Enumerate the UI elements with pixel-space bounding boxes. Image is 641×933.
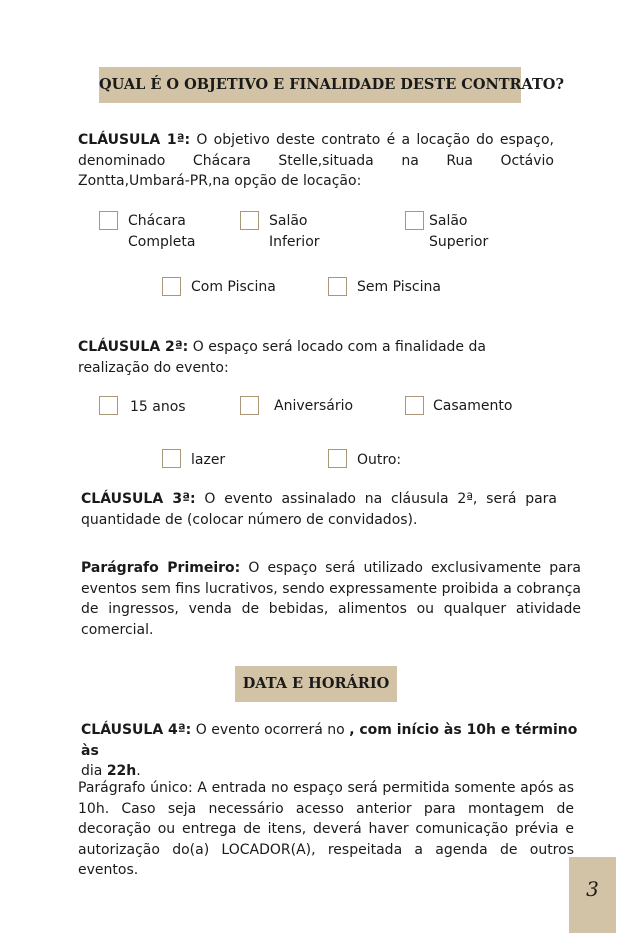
checkbox[interactable]	[405, 211, 424, 230]
option-salao-superior[interactable]	[405, 211, 488, 252]
clause-4: CLÁUSULA 4ª: O evento ocorrerá no , com início às 10h e término às dia 22h.	[81, 722, 578, 779]
option-com-piscina[interactable]	[162, 277, 276, 298]
option-label: Sem Piscina	[357, 279, 441, 295]
checkbox[interactable]	[162, 277, 181, 296]
paragraph-primeiro-label: Parágrafo Primeiro:	[81, 560, 241, 576]
clause-2	[78, 337, 558, 378]
option-label: Outro:	[357, 452, 402, 468]
section-heading-objective: QUAL É O OBJETIVO E FINALIDADE DESTE CONTRATO?	[99, 67, 521, 103]
clause-1	[78, 130, 554, 192]
clause-1-text: O objetivo deste contrato é a locação do espaço, denominado Chácara Stelle,situada na Rua Octávio Zontta,Umbará-PR,na opção de locação:	[78, 132, 554, 189]
paragraph-primeiro-text: O espaço será utilizado exclusivamente para eventos sem fins lucrativos, sendo expressamente proibida a cobrança de ingressos, venda de bebidas, alimentos ou qualquer atividade comercial.	[81, 560, 582, 638]
option-15-anos[interactable]	[99, 396, 186, 418]
checkbox[interactable]	[328, 449, 347, 468]
clause-2-label: CLÁUSULA 2ª:	[78, 339, 189, 355]
option-salao-inferior[interactable]	[240, 211, 320, 252]
checkbox[interactable]	[405, 396, 424, 415]
clause-3-text: O evento assinalado na cláusula 2ª, será para quantidade de (colocar número de convidados).	[81, 491, 557, 528]
option-label: Casamento	[433, 398, 513, 414]
option-label: lazer	[191, 452, 226, 468]
option-label: Com Piscina	[191, 279, 276, 295]
option-outro[interactable]	[328, 449, 401, 471]
checkbox[interactable]	[240, 211, 259, 230]
clause-3	[81, 489, 557, 530]
option-label: Aniversário	[274, 398, 354, 414]
clause-4-label: CLÁUSULA 4ª:	[81, 722, 192, 738]
option-label-line: Salão	[269, 213, 308, 229]
option-label-line: Superior	[429, 233, 489, 250]
option-label-line: Salão	[429, 213, 468, 229]
option-casamento[interactable]	[405, 396, 512, 417]
option-aniversario[interactable]	[240, 396, 353, 417]
checkbox[interactable]	[162, 449, 181, 468]
option-label-line: Inferior	[269, 233, 320, 250]
paragraph-unico: Parágrafo único: A entrada no espaço será permitida somente após as 10h. Caso seja necessário acesso anterior para montagem de decoração ou entrega de itens, deverá haver comunicação prévia e autorização do(a) LOCADOR(A), respeitada a agenda de outros eventos.	[78, 780, 574, 878]
option-label-line: Completa	[128, 233, 196, 250]
option-sem-piscina[interactable]	[328, 277, 441, 298]
section-heading-date-time: DATA E HORÁRIO	[235, 666, 397, 702]
clause-3-label: CLÁUSULA 3ª:	[81, 491, 196, 507]
option-chacara-completa[interactable]	[99, 211, 195, 252]
checkbox[interactable]	[99, 211, 118, 230]
option-label-line: Chácara	[128, 213, 186, 229]
clause-1-label: CLÁUSULA 1ª:	[78, 132, 191, 148]
page-number: 3	[569, 857, 616, 933]
checkbox[interactable]	[240, 396, 259, 415]
checkbox[interactable]	[328, 277, 347, 296]
checkbox[interactable]	[99, 396, 118, 415]
clause-2-text: O espaço será locado com a finalidade da realização do evento:	[78, 339, 486, 376]
paragraph-primeiro	[81, 558, 581, 640]
option-lazer[interactable]	[162, 449, 225, 471]
option-label: 15 anos	[130, 399, 186, 415]
